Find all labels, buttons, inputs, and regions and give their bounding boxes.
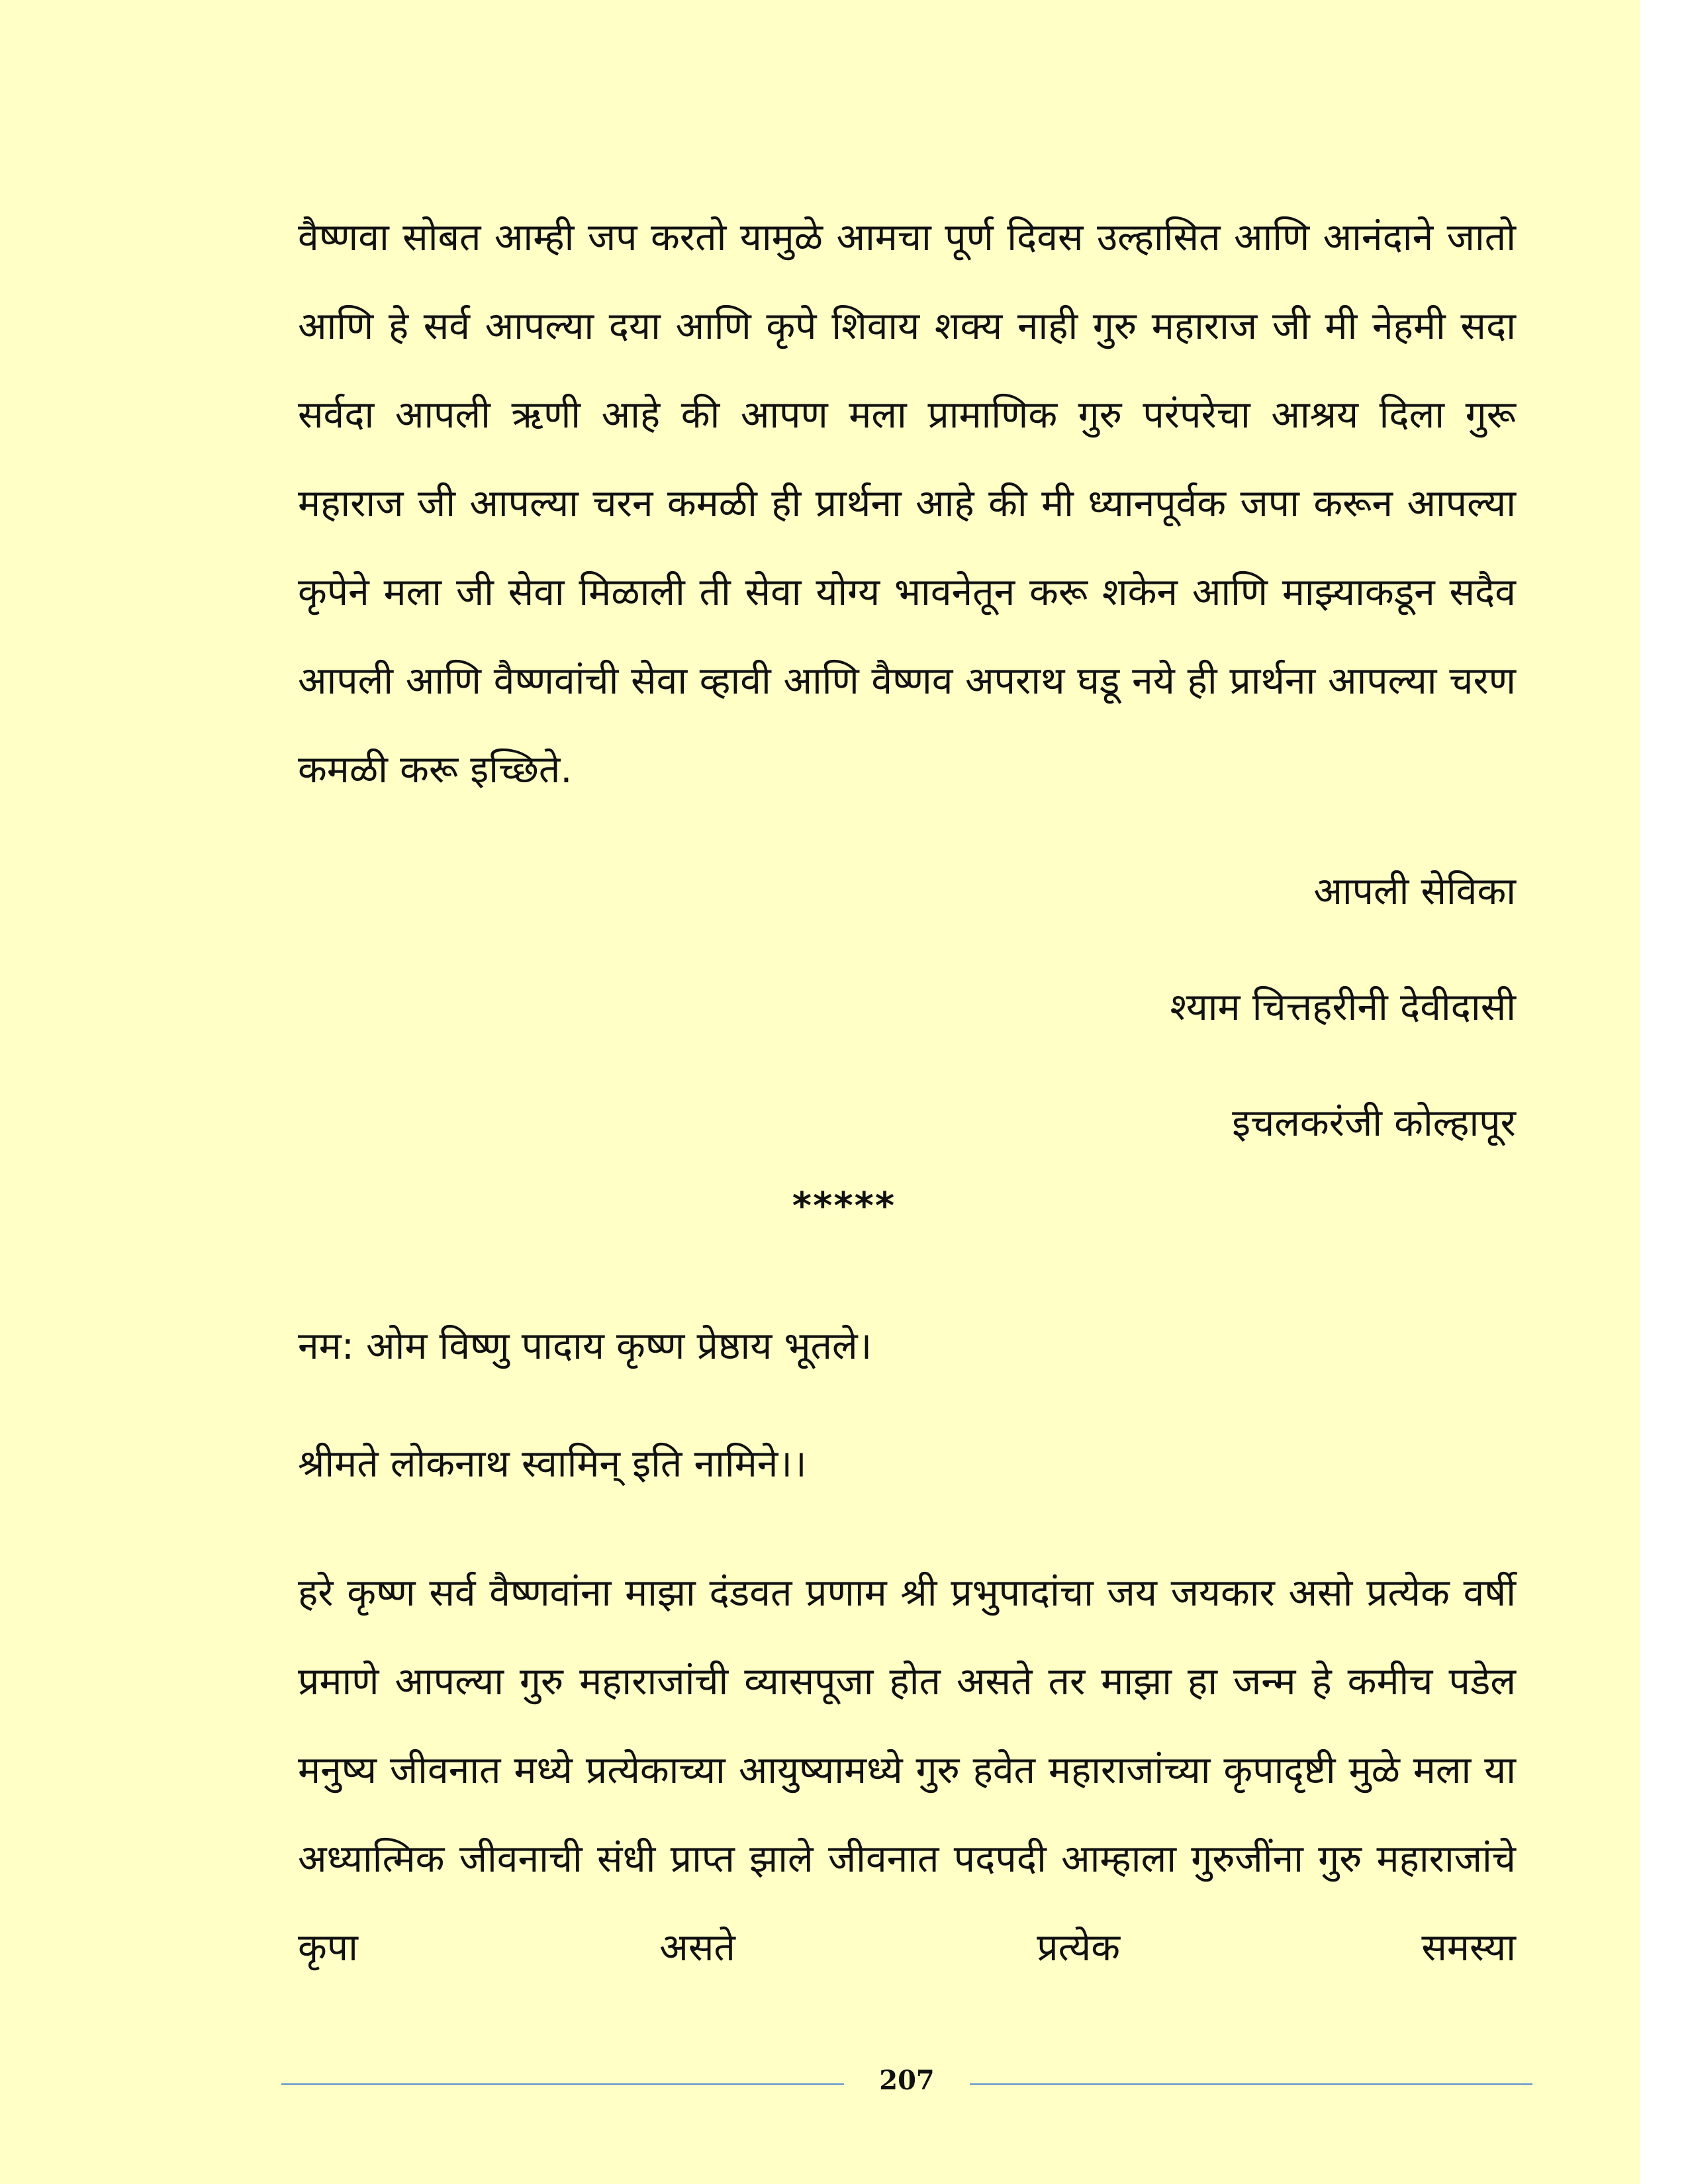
signature-block <box>722 834 1516 1181</box>
section-separator: ***** <box>792 1185 896 1228</box>
body-paragraph-1 <box>298 193 1516 814</box>
verse-line-2: श्रीमते लोकनाथ स्वामिन् इति नामिने।। <box>298 1442 807 1486</box>
paragraph-text: हरे कृष्ण सर्व वैष्णवांना माझा दंडवत प्रणाम श्री प्रभुपादांचा जय जयकार असो प्रत्येक वर्षी प्रमाणे आपल्या गुरु महाराजांची व्यासपूजा होत असते तर माझा हा जन्म हे कमीच पडेल मनुष्य जीवनात मध्ये प्रत्येकाच्या आयुष्यामध्ये गुरु हवेत महाराजांच्या कृपादृष्टी मुळे मला या अध्यात्मिक जीवनाची संधी प्राप्त झाले जीवनात पदपदी आम्हाला गुरुजींना गुरु महाराजांचे कृपा असते प्रत्येक समस्या <box>298 1571 1516 1970</box>
signature-closing: आपली सेविका <box>1313 870 1516 913</box>
paragraph-text: वैष्णवा सोबत आम्ही जप करतो यामुळे आमचा पूर्ण दिवस उल्हासित आणि आनंदाने जातो आणि हे सर्व आपल्या दया आणि कृपे शिवाय शक्य नाही गुरु महाराज जी मी नेहमी सदा सर्वदा आपली ऋणी आहे की आपण मला प्रामाणिक गुरु परंपरेचा आश्रय दिला गुरू महाराज जी आपल्या चरन कमळी ही प्रार्थना आहे की मी ध्यानपूर्वक जपा करून आपल्या कृपेने मला जी सेवा मिळाली ती सेवा योग्य भावनेतून करू शकेन आणि माझ्याकडून सदैव आपली आणि वैष्णवांची सेवा व्हावी आणि वैष्णव अपराथ घडू नये ही प्रार्थना आपल्या चरण कमळी करू इच्छिते. <box>298 216 1516 792</box>
verse-line-1: नम: ओम विष्णु पादाय कृष्ण प्रेष्ठाय भूतले। <box>298 1324 872 1368</box>
signature-name: श्याम चित्तहरीनी देवीदासी <box>1170 985 1516 1029</box>
footer-rule-right <box>970 2083 1532 2085</box>
body-paragraph-2 <box>298 1549 1516 1992</box>
signature-place: इचलकरंजी कोल्हापूर <box>1232 1101 1516 1145</box>
page-number: 207 <box>879 2065 935 2096</box>
footer-rule-left <box>281 2083 844 2085</box>
